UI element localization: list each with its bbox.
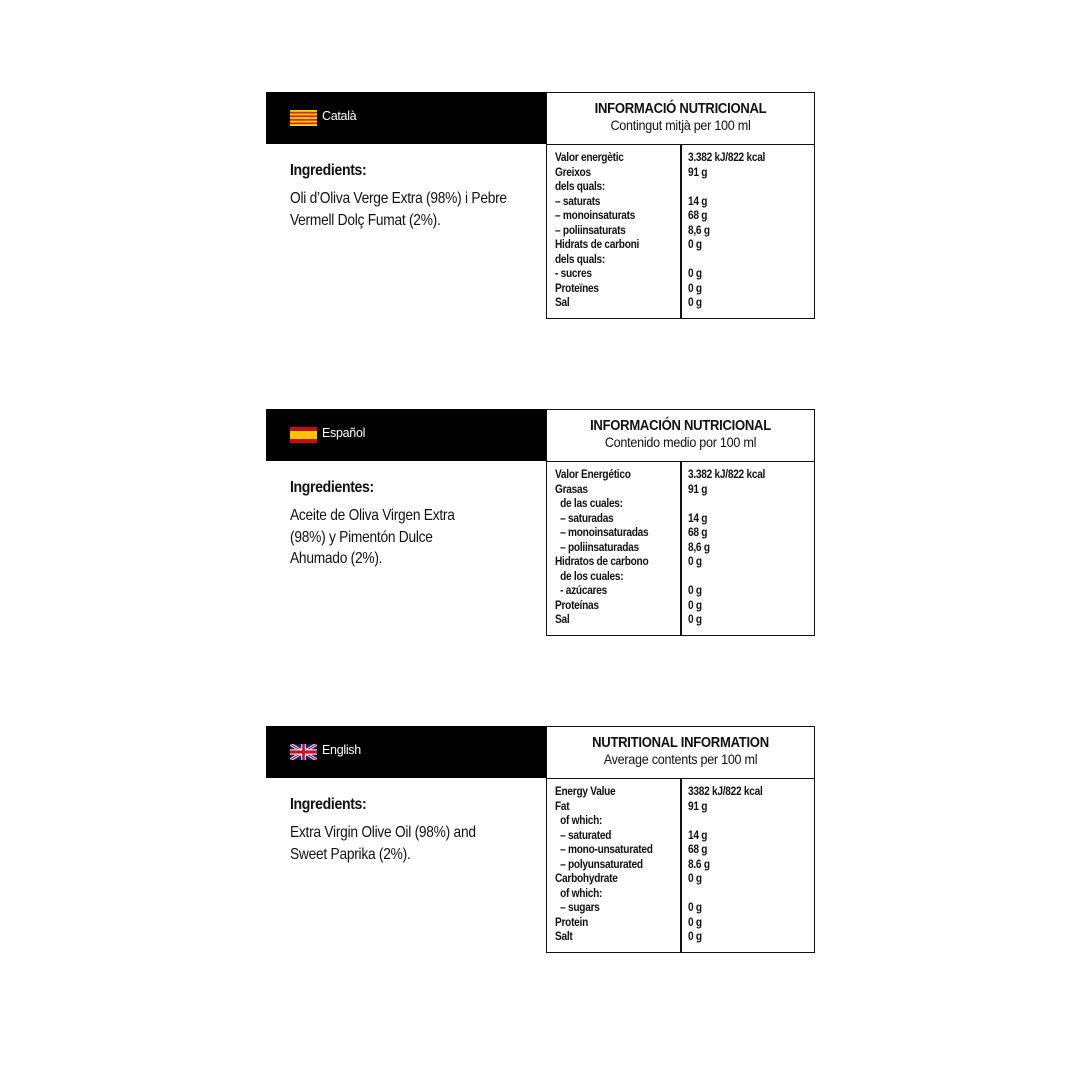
section-spanish (266, 409, 815, 636)
nutrition-rows (547, 468, 814, 628)
nutrient-label: Hidratos de carbono (555, 556, 649, 568)
nutrient-label: Hidrats de carboni (555, 239, 640, 251)
nutrition-row (547, 901, 814, 916)
nutrient-label: Salt (555, 931, 573, 943)
ingredients-block (290, 479, 540, 570)
nutrition-table-header (547, 93, 814, 145)
language-label: Español (322, 426, 366, 440)
nutrition-row (547, 829, 814, 844)
nutrition-row (547, 238, 814, 253)
ingredients-text: Oli d’Oliva Verge Extra (98%) i Pebre Vermell Dolç Fumat (2%). (290, 190, 507, 229)
nutrition-row (547, 267, 814, 282)
nutrient-value: 68 g (688, 527, 708, 539)
nutrition-row (547, 512, 814, 527)
nutrition-row (547, 555, 814, 570)
nutrient-value: 14 g (688, 829, 708, 842)
nutrient-label: Energy Value (555, 786, 616, 798)
ingredients-block (290, 796, 540, 865)
nutrient-label: of which: (555, 887, 603, 900)
section-catalan (266, 92, 815, 319)
nutrient-label: – monoinsaturats (555, 210, 636, 222)
nutrition-row (547, 180, 814, 195)
nutrient-label: – mono-unsaturated (555, 844, 653, 856)
nutrient-label: Carbohydrate (555, 873, 618, 885)
language-bar (266, 409, 548, 461)
nutrient-label: Proteínas (555, 599, 599, 612)
language-bar (266, 92, 548, 144)
nutrient-label: – poliinsaturadas (555, 541, 639, 554)
nutrition-row (547, 843, 814, 858)
nutrition-row (547, 497, 814, 512)
nutrition-row (547, 584, 814, 599)
nutrition-table-subtitle: Contenido medio por 100 ml (604, 434, 757, 450)
nutrient-label: de los cuales: (555, 570, 624, 583)
nutrient-label: – saturadas (555, 512, 614, 525)
nutrient-label: - sucres (555, 268, 592, 280)
spanish-flag-icon (290, 427, 317, 443)
nutrient-value: 0 g (688, 614, 702, 626)
nutrient-label: – saturated (555, 829, 612, 842)
nutrient-value: 8.6 g (688, 858, 710, 871)
section-english (266, 726, 815, 953)
nutrient-label: de las cuales: (555, 498, 623, 510)
nutrient-label: – polyunsaturated (555, 858, 643, 871)
nutrition-row (547, 483, 814, 498)
nutrition-row (547, 253, 814, 268)
nutrient-label: dels quals: (555, 253, 605, 266)
nutrient-value: 3.382 kJ/822 kcal (688, 152, 766, 164)
nutrition-row (547, 209, 814, 224)
nutrient-value: 0 g (688, 282, 702, 295)
nutrition-table (546, 92, 815, 319)
nutrition-table-title: NUTRITIONAL INFORMATION (592, 735, 769, 751)
nutrient-label: Sal (555, 297, 570, 309)
nutrition-row (547, 858, 814, 873)
nutrient-value: 68 g (688, 844, 708, 856)
nutrition-rows (547, 785, 814, 945)
nutrient-value: 8,6 g (688, 224, 710, 237)
nutrient-label: Grasas (555, 483, 588, 496)
nutrition-row (547, 916, 814, 931)
language-bar (266, 726, 548, 778)
nutrition-row (547, 282, 814, 297)
nutrition-row (547, 468, 814, 483)
ingredients-text: Extra Virgin Olive Oil (98%) and Sweet Paprika (2%). (290, 824, 476, 863)
nutrition-row (547, 541, 814, 556)
nutrition-row (547, 800, 814, 815)
nutrition-table-title: INFORMACIÓN NUTRICIONAL (590, 418, 771, 434)
nutrition-row (547, 195, 814, 210)
nutrient-label: – sugars (555, 902, 600, 914)
nutrition-table-subtitle: Average contents per 100 ml (603, 751, 758, 767)
language-label: Català (322, 109, 357, 123)
nutrient-value: 68 g (688, 210, 708, 222)
nutrient-value: 0 g (688, 239, 702, 251)
nutrition-row (547, 872, 814, 887)
nutrition-table-header (547, 410, 814, 462)
nutrition-table-title: INFORMACIÓ NUTRICIONAL (594, 101, 767, 117)
catalan-flag-icon (290, 110, 317, 126)
nutrient-label: Greixos (555, 166, 591, 179)
nutrient-label: Fat (555, 800, 570, 813)
nutrient-label: of which: (555, 815, 603, 827)
ingredients-text: Aceite de Oliva Virgen Extra (98%) y Pimentón Dulce Ahumado (2%). (290, 507, 455, 567)
nutrient-label: dels quals: (555, 181, 605, 193)
nutrient-label: - azúcares (555, 585, 607, 597)
nutrition-row (547, 570, 814, 585)
ingredients-title: Ingredients: (290, 162, 367, 179)
nutrition-row (547, 599, 814, 614)
nutrition-row (547, 930, 814, 945)
nutrition-row (547, 613, 814, 628)
nutrient-value: 0 g (688, 599, 702, 612)
nutrient-value: 3382 kJ/822 kcal (688, 786, 763, 798)
ingredients-title: Ingredients: (290, 796, 367, 813)
nutrient-label: Proteïnes (555, 282, 599, 295)
nutrient-label: – monoinsaturadas (555, 527, 649, 539)
nutrition-row (547, 224, 814, 239)
nutrient-value: 0 g (688, 902, 702, 914)
nutrition-row (547, 151, 814, 166)
nutrient-value: 3.382 kJ/822 kcal (688, 469, 766, 481)
nutrient-value: 91 g (688, 166, 708, 179)
nutrient-label: Protein (555, 916, 589, 929)
nutrient-value: 0 g (688, 297, 702, 309)
nutrition-table (546, 726, 815, 953)
nutrition-table (546, 409, 815, 636)
nutrient-value: 0 g (688, 585, 702, 597)
nutrient-value: 0 g (688, 873, 702, 885)
nutrition-row (547, 526, 814, 541)
nutrient-label: – saturats (555, 195, 601, 208)
nutrient-value: 0 g (688, 931, 702, 943)
nutrition-rows (547, 151, 814, 311)
ingredients-title: Ingredientes: (290, 479, 374, 496)
nutrient-label: – poliinsaturats (555, 224, 626, 237)
nutrition-row (547, 296, 814, 311)
nutrition-table-subtitle: Contingut mitjà per 100 ml (610, 117, 751, 133)
nutrient-label: Valor Energético (555, 469, 631, 481)
nutrient-value: 14 g (688, 512, 708, 525)
nutrition-row (547, 166, 814, 181)
nutrient-value: 91 g (688, 483, 708, 496)
language-label: English (322, 743, 361, 757)
nutrition-row (547, 814, 814, 829)
nutrient-value: 8,6 g (688, 541, 710, 554)
nutrient-value: 91 g (688, 800, 708, 813)
nutrient-label: Sal (555, 614, 570, 626)
ingredients-block (290, 162, 540, 231)
nutrient-label: Valor energètic (555, 152, 624, 164)
nutrient-value: 14 g (688, 195, 708, 208)
nutrient-value: 0 g (688, 268, 702, 280)
nutrition-table-header (547, 727, 814, 779)
nutrition-row (547, 887, 814, 902)
nutrition-row (547, 785, 814, 800)
nutrient-value: 0 g (688, 556, 702, 568)
nutrient-value: 0 g (688, 916, 702, 929)
uk-flag-icon (290, 744, 317, 760)
